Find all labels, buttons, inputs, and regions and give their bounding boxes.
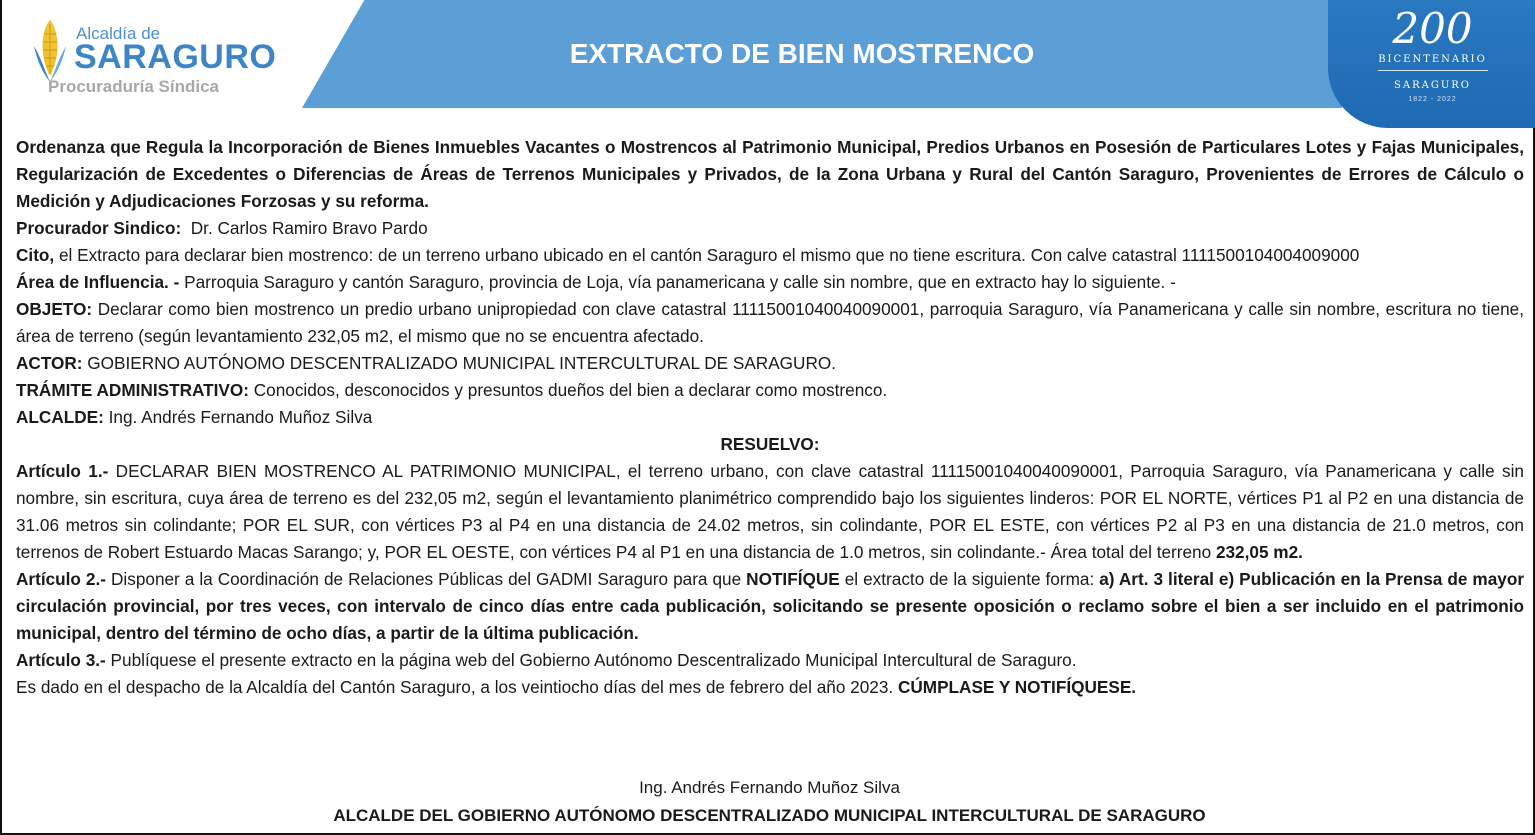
cito-paragraph — [16, 242, 1524, 269]
alcaldia-logo — [30, 14, 300, 104]
alcalde-paragraph — [16, 404, 1524, 431]
ordinance-title: Ordenanza que Regula la Incorporación de Bienes Inmuebles Vacantes o Mostrencos al Patrimonio Municipal, Predios Urbanos en Posesión de Particulares Lotes y Fajas Municipales, Regularización de Excedentes o Diferencias de Áreas de Terrenos Municipales y Privados, de la Zona Urbana y Rural del Cantón Saraguro, Provenientes de Errores de Cálculo o Medición y Adjudicaciones Forzosas y su reforma. — [16, 137, 1524, 211]
article-2-text: Disponer a la Coordinación de Relaciones Públicas del GADMI Saraguro para que — [106, 569, 747, 589]
badge-label: BICENTENARIO — [1378, 54, 1487, 65]
actor-text: GOBIERNO AUTÓNOMO DESCENTRALIZADO MUNICIPAL INTERCULTURAL DE SARAGURO. — [82, 353, 837, 373]
badge-divider — [1378, 70, 1488, 71]
article-1-label: Artículo 1.- — [16, 461, 109, 481]
alcalde-text: Ing. Andrés Fernando Muñoz Silva — [103, 407, 373, 427]
article-2-label: Artículo 2.- — [16, 569, 106, 589]
actor-paragraph — [16, 350, 1524, 377]
closing-bold: CÚMPLASE Y NOTIFÍQUESE. — [897, 677, 1137, 697]
article-1-area: 232,05 m2. — [1215, 542, 1303, 562]
area-paragraph — [16, 269, 1524, 296]
objeto-paragraph — [16, 296, 1524, 350]
article-2-notifique: NOTIFÍQUE — [746, 569, 840, 589]
signature-title: ALCALDE DEL GOBIERNO AUTÓNOMO DESCENTRALIZADO MUNICIPAL INTERCULTURAL DE SARAGURO — [333, 806, 1206, 825]
procurador-line — [16, 215, 1524, 242]
resuelvo-heading: RESUELVO: — [720, 434, 820, 454]
article-3 — [16, 647, 1524, 674]
article-1-text: DECLARAR BIEN MOSTRENCO AL PATRIMONIO MUNICIPAL, el terreno urbano, con clave catastral 11115001040040090001, Parroquia Saraguro, vía Panamericana y calle sin nombre, sin escritura, cuya área de terreno es del 232,05 m2, según el levantamiento planimétrico comprendido bajo los siguientes linderos: POR EL NORTE, vértices P1 al P2 en una distancia de 31.06 metros sin colindante; POR EL SUR, con vértices P3 al P4 en una distancia de 24.02 metros, sin colindante, POR EL ESTE, con vértices P2 al P3 en una distancia de 21.0 metros, con terrenos de Robert Estuardo Macas Sarango; y, POR EL OESTE, con vértices P4 al P1 en una distancia de 1.0 metros, sin colindante.- Área total del terreno — [16, 461, 1524, 562]
signature-block — [2, 774, 1535, 831]
tramite-paragraph — [16, 377, 1524, 404]
tramite-label: TRÁMITE ADMINISTRATIVO: — [16, 380, 249, 400]
closing-text: Es dado en el despacho de la Alcaldía del Cantón Saraguro, a los veintiocho días del mes de febrero del año 2023. — [16, 677, 898, 697]
bicentenario-badge — [1328, 0, 1535, 128]
article-2 — [16, 566, 1524, 647]
procurador-label: Procurador Sindico: — [16, 218, 182, 238]
article-3-text: Publíquese el presente extracto en la página web del Gobierno Autónomo Descentralizado Municipal Intercultural de Saraguro. — [105, 650, 1077, 670]
cito-text: el Extracto para declarar bien mostrenco: de un terreno urbano ubicado en el cantón Saraguro el mismo que no tiene escritura. Con calve catastral 1111500104004009000 — [54, 245, 1360, 265]
badge-city: SARAGURO — [1394, 80, 1471, 91]
logo-procuraduria-text: Procuraduría Síndica — [48, 77, 219, 96]
document-body — [16, 134, 1524, 701]
article-1 — [16, 458, 1524, 566]
page-title: EXTRACTO DE BIEN MOSTRENCO — [569, 38, 1035, 69]
cito-label: Cito, — [16, 245, 55, 265]
area-text: Parroquia Saraguro y cantón Saraguro, provincia de Loja, vía panamericana y calle sin nombre, que en extracto hay lo siguiente. - — [179, 272, 1176, 292]
objeto-text: Declarar como bien mostrenco un predio urbano unipropiedad con clave catastral 11115001040040090001, parroquia Saraguro, vía Panamericana y calle sin nombre, escritura no tiene, área de terreno (según levantamiento 232,05 m2, el mismo que no se encuentra afectado. — [16, 299, 1524, 346]
procurador-value: Dr. Carlos Ramiro Bravo Pardo — [181, 218, 428, 238]
signature-name: Ing. Andrés Fernando Muñoz Silva — [639, 778, 900, 797]
logo-saraguro-text: SARAGURO — [74, 38, 277, 76]
closing-paragraph — [16, 674, 1524, 701]
article-3-label: Artículo 3.- — [16, 650, 106, 670]
corn-icon — [30, 16, 70, 84]
header — [2, 0, 1535, 130]
actor-label: ACTOR: — [16, 353, 83, 373]
tramite-text: Conocidos, desconocidos y presuntos dueños del bien a declarar como mostrenco. — [248, 380, 888, 400]
badge-years: 1822 - 2022 — [1408, 96, 1457, 103]
article-2-publication: a) Art. 3 literal e) Publicación en la Prensa de mayor circulación provincial, por tres veces, con intervalo de cinco días entre cada publicación, solicitando se presente oposición o reclamo sobre el bien a ser incluido en el patrimonio municipal, dentro del término de ocho días, a partir de la última publicación. — [16, 569, 1525, 643]
alcalde-label: ALCALDE: — [16, 407, 104, 427]
article-2-text-2: el extracto de la siguiente forma: — [839, 569, 1100, 589]
logo-alcaldia-text: Alcaldía de — [76, 24, 161, 43]
objeto-label: OBJETO: — [16, 299, 93, 319]
badge-number: 200 — [1392, 4, 1473, 53]
area-label: Área de Influencia. - — [16, 272, 180, 292]
